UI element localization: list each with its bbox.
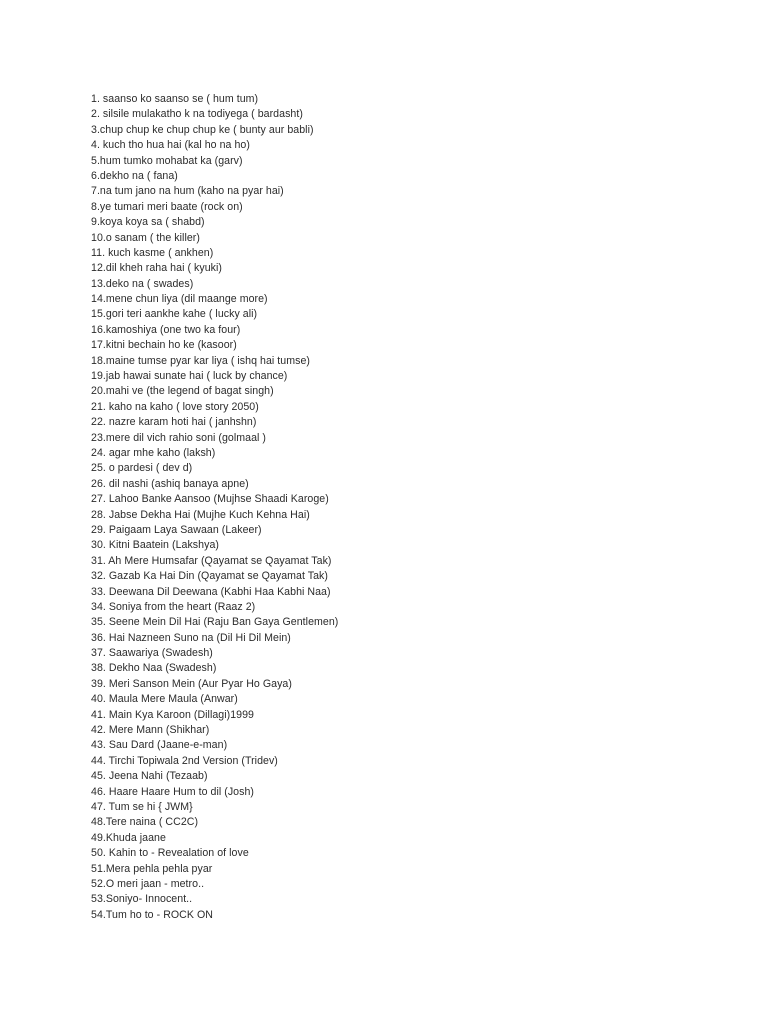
song-list-item: 7.na tum jano na hum (kaho na pyar hai) xyxy=(91,185,284,198)
song-list-item: 3.chup chup ke chup chup ke ( bunty aur babli) xyxy=(91,123,314,136)
song-list-item: 20.mahi ve (the legend of bagat singh) xyxy=(91,385,274,398)
song-list-item: 11. kuch kasme ( ankhen) xyxy=(91,246,214,259)
song-list-item: 13.deko na ( swades) xyxy=(91,277,194,290)
song-list-item: 23.mere dil vich rahio soni (golmaal ) xyxy=(91,431,267,444)
song-list-item: 19.jab hawai sunate hai ( luck by chance) xyxy=(91,370,288,383)
song-list-item: 47. Tum se hi { JWM} xyxy=(91,800,193,813)
song-list-item: 31. Ah Mere Humsafar (Qayamat se Qayamat Tak) xyxy=(91,554,332,567)
song-list-item: 35. Seene Mein Dil Hai (Raju Ban Gaya Gentlemen) xyxy=(91,616,339,629)
song-list-item: 52.O meri jaan - metro.. xyxy=(91,877,205,890)
song-list xyxy=(91,92,711,923)
song-list-item: 54.Tum ho to - ROCK ON xyxy=(91,908,213,921)
song-list-item: 37. Saawariya (Swadesh) xyxy=(91,647,213,660)
song-list-item: 17.kitni bechain ho ke (kasoor) xyxy=(91,339,237,352)
song-list-item: 9.koya koya sa ( shabd) xyxy=(91,216,205,229)
song-list-item: 41. Main Kya Karoon (Dillagi)1999 xyxy=(91,708,254,721)
song-list-item: 30. Kitni Baatein (Lakshya) xyxy=(91,539,219,552)
song-list-item: 26. dil nashi (ashiq banaya apne) xyxy=(91,477,249,490)
song-list-item: 43. Sau Dard (Jaane-e-man) xyxy=(91,739,228,752)
song-list-item: 36. Hai Nazneen Suno na (Dil Hi Dil Mein) xyxy=(91,631,291,644)
song-list-item: 24. agar mhe kaho (laksh) xyxy=(91,446,216,459)
song-list-item: 5.hum tumko mohabat ka (garv) xyxy=(91,154,243,167)
song-list-item: 48.Tere naina ( CC2C) xyxy=(91,816,199,829)
song-list-item: 12.dil kheh raha hai ( kyuki) xyxy=(91,262,222,275)
song-list-item: 50. Kahin to - Revealation of love xyxy=(91,847,249,860)
song-list-item: 33. Deewana Dil Deewana (Kabhi Haa Kabhi Naa) xyxy=(91,585,331,598)
song-list-item: 8.ye tumari meri baate (rock on) xyxy=(91,200,243,213)
song-list-item: 45. Jeena Nahi (Tezaab) xyxy=(91,770,208,783)
song-list-item: 18.maine tumse pyar kar liya ( ishq hai tumse) xyxy=(91,354,310,367)
song-list-item: 16.kamoshiya (one two ka four) xyxy=(91,323,241,336)
song-list-item: 1. saanso ko saanso se ( hum tum) xyxy=(91,93,259,105)
song-list-item: 22. nazre karam hoti hai ( janhshn) xyxy=(91,416,257,429)
song-list-item: 10.o sanam ( the killer) xyxy=(91,231,200,244)
song-list-item: 44. Tirchi Topiwala 2nd Version (Tridev) xyxy=(91,754,278,767)
song-list-item: 21. kaho na kaho ( love story 2050) xyxy=(91,400,259,413)
song-list-item: 39. Meri Sanson Mein (Aur Pyar Ho Gaya) xyxy=(91,677,292,690)
song-list-item: 53.Soniyo- Innocent.. xyxy=(91,893,193,906)
song-list-item: 32. Gazab Ka Hai Din (Qayamat se Qayamat Tak) xyxy=(91,570,328,583)
song-list-item: 29. Paigaam Laya Sawaan (Lakeer) xyxy=(91,523,262,536)
song-list-item: 51.Mera pehla pehla pyar xyxy=(91,862,213,875)
song-list-item: 14.mene chun liya (dil maange more) xyxy=(91,293,268,306)
song-list-item: 25. o pardesi ( dev d) xyxy=(91,462,193,475)
song-list-item: 4. kuch tho hua hai (kal ho na ho) xyxy=(91,139,250,152)
song-list-item: 6.dekho na ( fana) xyxy=(91,169,178,182)
song-list-item: 2. silsile mulakatho k na todiyega ( bardasht) xyxy=(91,108,303,121)
song-list-item: 15.gori teri aankhe kahe ( lucky ali) xyxy=(91,308,258,321)
song-list-item: 42. Mere Mann (Shikhar) xyxy=(91,724,210,737)
song-list-item: 46. Haare Haare Hum to dil (Josh) xyxy=(91,785,254,798)
song-list-item: 38. Dekho Naa (Swadesh) xyxy=(91,662,217,675)
song-list-item: 27. Lahoo Banke Aansoo (Mujhse Shaadi Karoge) xyxy=(91,493,329,506)
song-list-item: 40. Maula Mere Maula (Anwar) xyxy=(91,693,238,706)
song-list-item: 49.Khuda jaane xyxy=(91,831,166,844)
song-list-item: 28. Jabse Dekha Hai (Mujhe Kuch Kehna Hai) xyxy=(91,508,310,521)
song-list-item: 34. Soniya from the heart (Raaz 2) xyxy=(91,600,256,613)
